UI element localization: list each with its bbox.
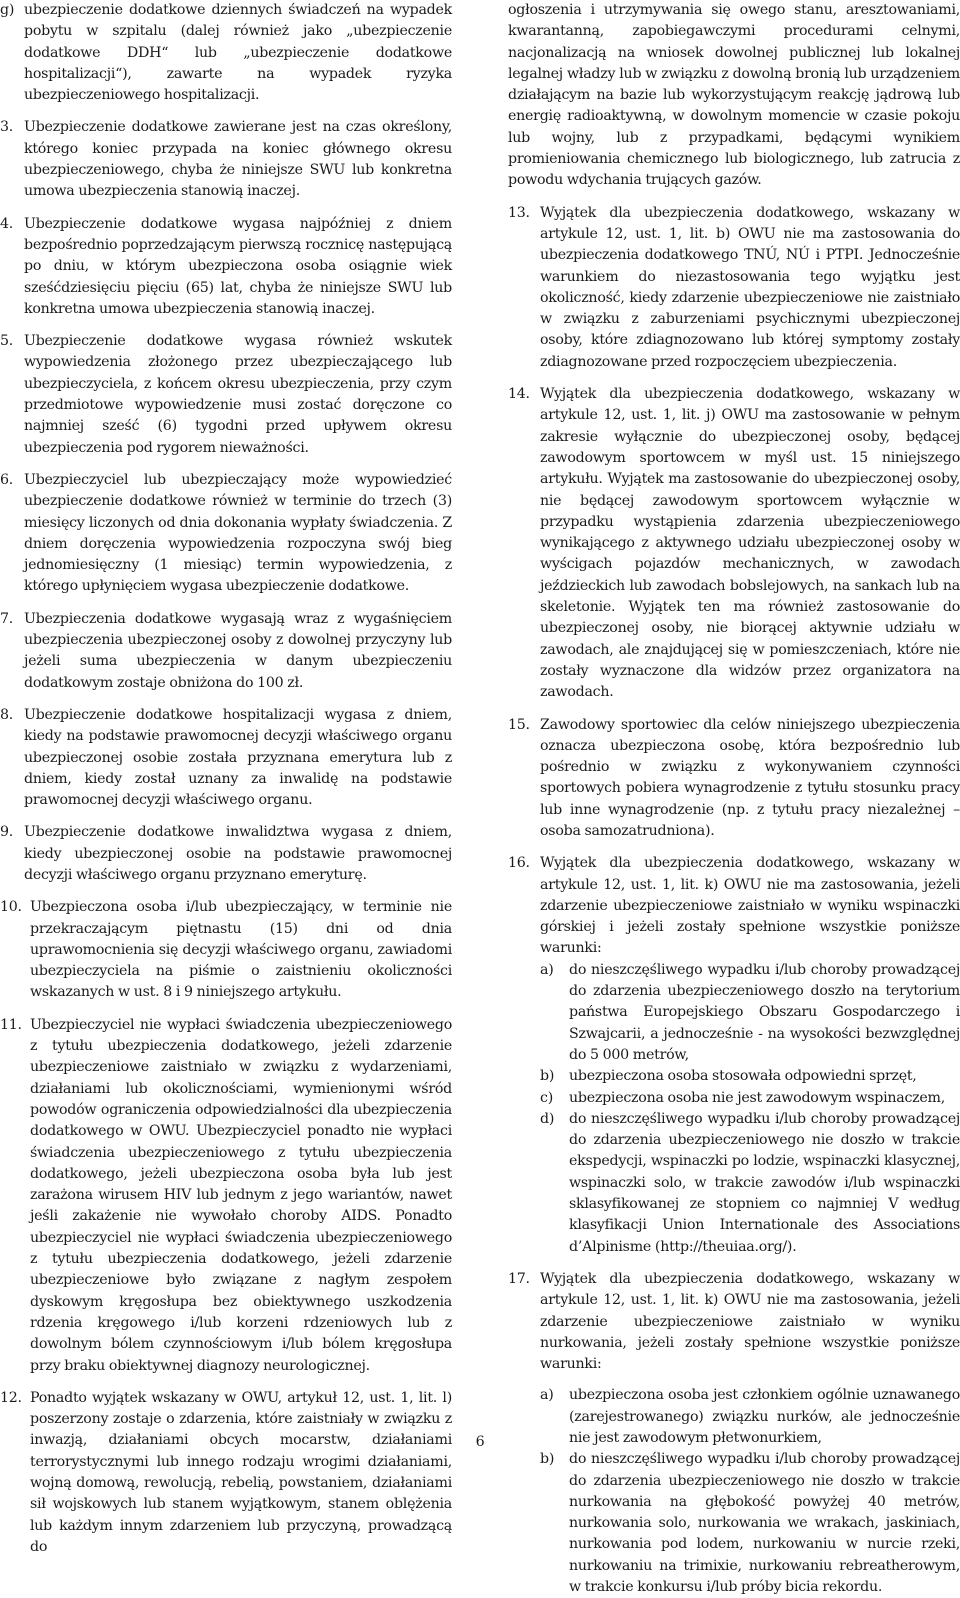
item-number: 12. bbox=[0, 1389, 22, 1406]
item-text: Ubezpieczenie dodatkowe hospitalizacji wygasa z dniem, kiedy na podstawie prawomocnej decyzji właściwego organu ubezpieczonej osobie została przyznana emerytura lub z dniem, kiedy został uznany za inwalidę na podstawie prawomocnej decyzji właściwego organu. bbox=[24, 706, 452, 809]
page-number: 6 bbox=[475, 1434, 485, 1450]
item-number: 17. bbox=[508, 1270, 530, 1287]
item-text: Ubezpieczyciel lub ubezpieczający może wypowiedzieć ubezpieczenie dodatkowe również w terminie do trzech (3) miesięcy liczonych od dnia dokonania wypłaty świadczenia. Z dniem doręczenia wypowiedzenia rozpoczyna swój bieg jednomiesięczny (1 miesiąc) termin wypowiedzenia, z którego upłynięciem wygasa ubezpieczenie dodatkowe. bbox=[24, 471, 452, 595]
item-number: 7. bbox=[0, 610, 14, 627]
sub-item-a bbox=[540, 960, 960, 1066]
item-number: 9. bbox=[0, 824, 14, 841]
item-text: Wyjątek dla ubezpieczenia dodatkowego, wskazany w artykule 12, ust. 1, lit. k) OWU nie ma zastosowania, jeżeli zdarzenie ubezpieczeniowe zaistniało w wyniku nurkowania, jeżeli zostały spełnione wszystkie poniższe warunki: bbox=[540, 1270, 960, 1373]
item-text: Ubezpieczenie dodatkowe wygasa również wskutek wypowiedzenia złożonego przez ubezpieczającego lub ubezpieczyciela, z końcem okresu ubezpieczenia, przy czym przedmiotowe wypowiedzenie musi zostać doręczone co najmniej sześć (6) tygodni przed upływem okresu ubezpieczenia pod rygorem nieważności. bbox=[24, 333, 452, 456]
item-body bbox=[540, 853, 960, 1258]
list-item-10 bbox=[0, 897, 452, 1003]
item-number: 6. bbox=[0, 471, 14, 488]
item-text: Ubezpieczyciel nie wypłaci świadczenia ubezpieczeniowego z tytułu ubezpieczenia dodatkowego, jeżeli zdarzenie ubezpieczeniowe zaistniało w związku z wydarzeniami, działaniami lub okolicznościami, wymienionymi wśród powodów ograniczenia odpowiedzialności dla ubezpieczenia dodatkowego w OWU. Ubezpieczyciel ponadto nie wypłaci świadczenia ubezpieczeniowego z tytułu ubezpieczenia dodatkowego, jeżeli ubezpieczona osoba była lub jest zarażona wirusem HIV lub jednym z jego wariantów, nawet jeśli zakażenie nie wywołało choroby AIDS. Ponadto ubezpieczyciel nie wypłaci świadczenia ubezpieczeniowego z tytułu ubezpieczenia dodatkowego, jeżeli zdarzenie ubezpieczeniowe było związane z nagłym zespołem dyskowym kręgosłupa bez obiektywnego uszkodzenia rdzenia kręgowego i/lub korzeni rdzeniowych lub z dowolnym bólem czynnościowym i/lub bólem kręgosłupa przy braku obiektywnej diagnozy neurologicznej. bbox=[30, 1016, 452, 1374]
sub-item-letter: c) bbox=[540, 1089, 553, 1106]
sub-item-letter: a) bbox=[540, 1387, 554, 1404]
item-text: Ubezpieczenie dodatkowe inwalidztwa wygasa z dniem, kiedy ubezpieczonej osobie na podstawie prawomocnej decyzji właściwego organu przyznano emeryturę. bbox=[24, 824, 452, 883]
left-column bbox=[0, 0, 452, 1558]
sub-item-text: do nieszczęśliwego wypadku i/lub choroby prowadzącej do zdarzenia ubezpieczeniowego nie doszło w trakcie nurkowania na głębokość powyżej 40 metrów, nurkowania solo, nurkowania we wrakach, jaskiniach, nurkowania pod lodem, nurkowaniu w nurcie rzeki, nurkowaniu na trimixie, nurkowaniu rebreatherowym, w trakcie konkursu i/lub próby bicia rekordu. bbox=[569, 1451, 960, 1596]
sub-item-text: do nieszczęśliwego wypadku i/lub choroby prowadzącej do zdarzenia ubezpieczeniowego doszło na terytorium państwa Europejskiego Obszaru Gospodarczego i Szwajcarii, a jednocześnie - na wysokości bezwzględnej do 5 000 metrów, bbox=[569, 961, 960, 1063]
item-number: 8. bbox=[0, 706, 14, 723]
list-item-12 bbox=[0, 1388, 452, 1558]
sub-item-text: do nieszczęśliwego wypadku i/lub choroby prowadzącej do zdarzenia ubezpieczeniowego nie doszło w trakcie ekspedycji, wspinaczki po lodzie, wspinaczki klasycznej, wspinaczki solo, w trakcie zawodów i/lub wspinaczki sklasyfikowanej ze stopniem co najmniej V według klasyfikacji Union Internationale des Associations d’Alpinisme (http://theuiaa.org/). bbox=[569, 1110, 960, 1255]
list-item-4 bbox=[0, 214, 452, 320]
list-item-g bbox=[0, 0, 452, 106]
list-item-15 bbox=[508, 715, 960, 843]
list-item-5 bbox=[0, 331, 452, 459]
list-item-8 bbox=[0, 705, 452, 811]
sub-item-letter: a) bbox=[540, 961, 554, 978]
list-item-16 bbox=[508, 853, 960, 1258]
item-text: ubezpieczenie dodatkowe dziennych świadczeń na wypadek pobytu w szpitalu (dalej również jako „ubezpieczenie dodatkowe DDH“ lub „ubezpieczenie dodatkowe hospitalizacji“), zawarte na wypadek ryzyka ubezpieczeniowego hospitalizacji. bbox=[24, 2, 452, 104]
right-column bbox=[508, 0, 960, 1598]
item-text: Wyjątek dla ubezpieczenia dodatkowego, wskazany w artykule 12, ust. 1, lit. j) OWU ma zastosowanie w pełnym zakresie wyłącznie do ubezpieczonej osoby, będącej zawodowym sportowcem w myśl ust. 15 niniejszego artykułu. Wyjątek ma zastosowanie do ubezpieczonej osoby, nie będącej zawodowym sportowcem wyłącznie w przypadku wystąpienia zdarzenia ubezpieczeniowego wynikającego z aktywnego udziału ubezpieczonej osoby w wyścigach pojazdów mechanicznych, w zawodach jeździeckich lub zawodach bobslejowych, na sankach lub na skeletonie. Wyjątek ten ma również zastosowanie do ubezpieczonej osoby, nie biorącej aktywnie udziału w zawodach, ale znajdującej się w pomieszczeniach, które nie zostały wyznaczone dla widzów przez organizatora na zawodach. bbox=[540, 386, 960, 701]
sub-item-letter: d) bbox=[540, 1110, 555, 1127]
item-text: Wyjątek dla ubezpieczenia dodatkowego, wskazany w artykule 12, ust. 1, lit. b) OWU nie ma zastosowania do ubezpieczenia dodatkowego TNÚ, NÚ i PTPI. Jednocześnie warunkiem do niezastosowania tego wyjątku jest okoliczność, kiedy zdarzenie ubezpieczeniowe nie zaistniało w związku z zaburzeniami psychicznymi ubezpieczonej osoby, które zdiagnozowano lub której symptomy zostały zdiagnozowane przed rozpoczęciem ubezpieczenia. bbox=[540, 204, 960, 370]
item-text: Ubezpieczona osoba i/lub ubezpieczający, w terminie nie przekraczającym piętnastu (15) dni od dnia uprawomocnienia się decyzji właściwego organu, zawiadomi ubezpieczyciela na piśmie o zaistnieniu okoliczności wskazanych w ust. 8 i 9 niniejszego artykułu. bbox=[30, 899, 452, 1001]
sub-item-b bbox=[540, 1449, 960, 1598]
item-text: Ubezpieczenia dodatkowe wygasają wraz z wygaśnięciem ubezpieczenia ubezpieczonej osoby z dowolnej przyczyny lub jeżeli suma ubezpieczenia w danym ubezpieczeniu dodatkowym zostaje obniżona do 100 zł. bbox=[24, 610, 452, 691]
sub-item-d bbox=[540, 1109, 960, 1258]
item-text: Zawodowy sportowiec dla celów niniejszego ubezpieczenia oznacza ubezpieczona osobę, która bezpośrednio lub pośrednio w związku z wykonywaniem czynności sportowych pobiera wynagrodzenie z tytułu stosunku pracy lub inne wynagrodzenie (np. z tytułu pracy niezależnej – osoba samozatrudniona). bbox=[540, 716, 960, 839]
list-item-11 bbox=[0, 1015, 452, 1377]
item-number: 14. bbox=[508, 386, 530, 403]
item-text: Ubezpieczenie dodatkowe wygasa najpóźniej z dniem bezpośrednio poprzedzającym pierwszą rocznicę następującą po dniu, w którym ubezpieczona osoba osiągnie wiek sześćdziesięciu pięciu (65) lat, chyba że niniejsze SWU lub konkretna umowa ubezpieczenia stanowią inaczej. bbox=[24, 215, 452, 317]
item-number: 16. bbox=[508, 855, 530, 872]
item-number: 3. bbox=[0, 119, 14, 136]
list-item-13 bbox=[508, 203, 960, 373]
item-number: 10. bbox=[0, 899, 22, 916]
item-text: Wyjątek dla ubezpieczenia dodatkowego, wskazany w artykule 12, ust. 1, lit. k) OWU nie ma zastosowania, jeżeli zdarzenie ubezpieczeniowe zaistniało w wyniku wspinaczki górskiej i jeżeli zostały spełnione wszystkie poniższe warunki: bbox=[540, 855, 960, 957]
item-number: 4. bbox=[0, 215, 14, 232]
item-number: g) bbox=[0, 2, 15, 18]
sub-item-letter: b) bbox=[540, 1068, 555, 1085]
item-number: 15. bbox=[508, 716, 530, 733]
item-text: Ponadto wyjątek wskazany w OWU, artykuł 12, ust. 1, lit. l) poszerzony zostaje o zdarzenia, które zaistniały w związku z inwazją, działaniami obcych mocarstw, działaniami terrorystycznymi lub innego rodzaju wrogimi działaniami, wojną domową, rewolucją, rebelią, powstaniem, działaniami sił wojskowych lub stanem wyjątkowym, stanem oblężenia lub każdym innym zdarzeniem lub przyczyną, prowadzącą do bbox=[30, 1389, 452, 1555]
list-item-7 bbox=[0, 609, 452, 694]
sub-item-text: ubezpieczona osoba jest członkiem ogólnie uznawanego (zarejestrowanego) związku nurków, ale jednocześnie nie jest zawodowym płetwonurkiem, bbox=[569, 1387, 960, 1446]
item-number: 13. bbox=[508, 204, 530, 221]
list-item-14 bbox=[508, 384, 960, 703]
item-number: 11. bbox=[0, 1016, 22, 1033]
sub-item-letter: b) bbox=[540, 1451, 555, 1468]
list-item-6 bbox=[0, 470, 452, 598]
item-number: 5. bbox=[0, 333, 14, 350]
sub-item-text: ubezpieczona osoba nie jest zawodowym wspinaczem, bbox=[569, 1089, 945, 1106]
sub-item-b bbox=[540, 1066, 960, 1087]
list-item-3 bbox=[0, 117, 452, 202]
list-item-9 bbox=[0, 822, 452, 886]
sub-item-c bbox=[540, 1088, 960, 1109]
sub-item-text: ubezpieczona osoba stosowała odpowiedni sprzęt, bbox=[569, 1068, 917, 1085]
item-text: Ubezpieczenie dodatkowe zawierane jest na czas określony, którego koniec przypada na koniec głównego okresu ubezpieczeniowego, chyba że niniejsze SWU lub konkretna umowa ubezpieczenia stanowią inaczej. bbox=[24, 119, 452, 200]
continued-paragraph: ogłoszenia i utrzymywania się owego stanu, aresztowaniami, kwarantanną, zapobiegawczymi procedurami celnymi, nacjonalizacją na wniosek dowolnej publicznej lub lokalnej legalnej władzy lub w związku z dowolną bronią lub urządzeniem działającym na bazie lub wykorzystującym reakcję jądrową lub energię radioaktywną, w dowolnym momencie w czasie pokoju lub wojny, lub z przypadkami, będącymi wynikiem promieniowania chemicznego lub biologicznego, lub zatrucia z powodu wdychania trujących gazów. bbox=[508, 2, 960, 189]
